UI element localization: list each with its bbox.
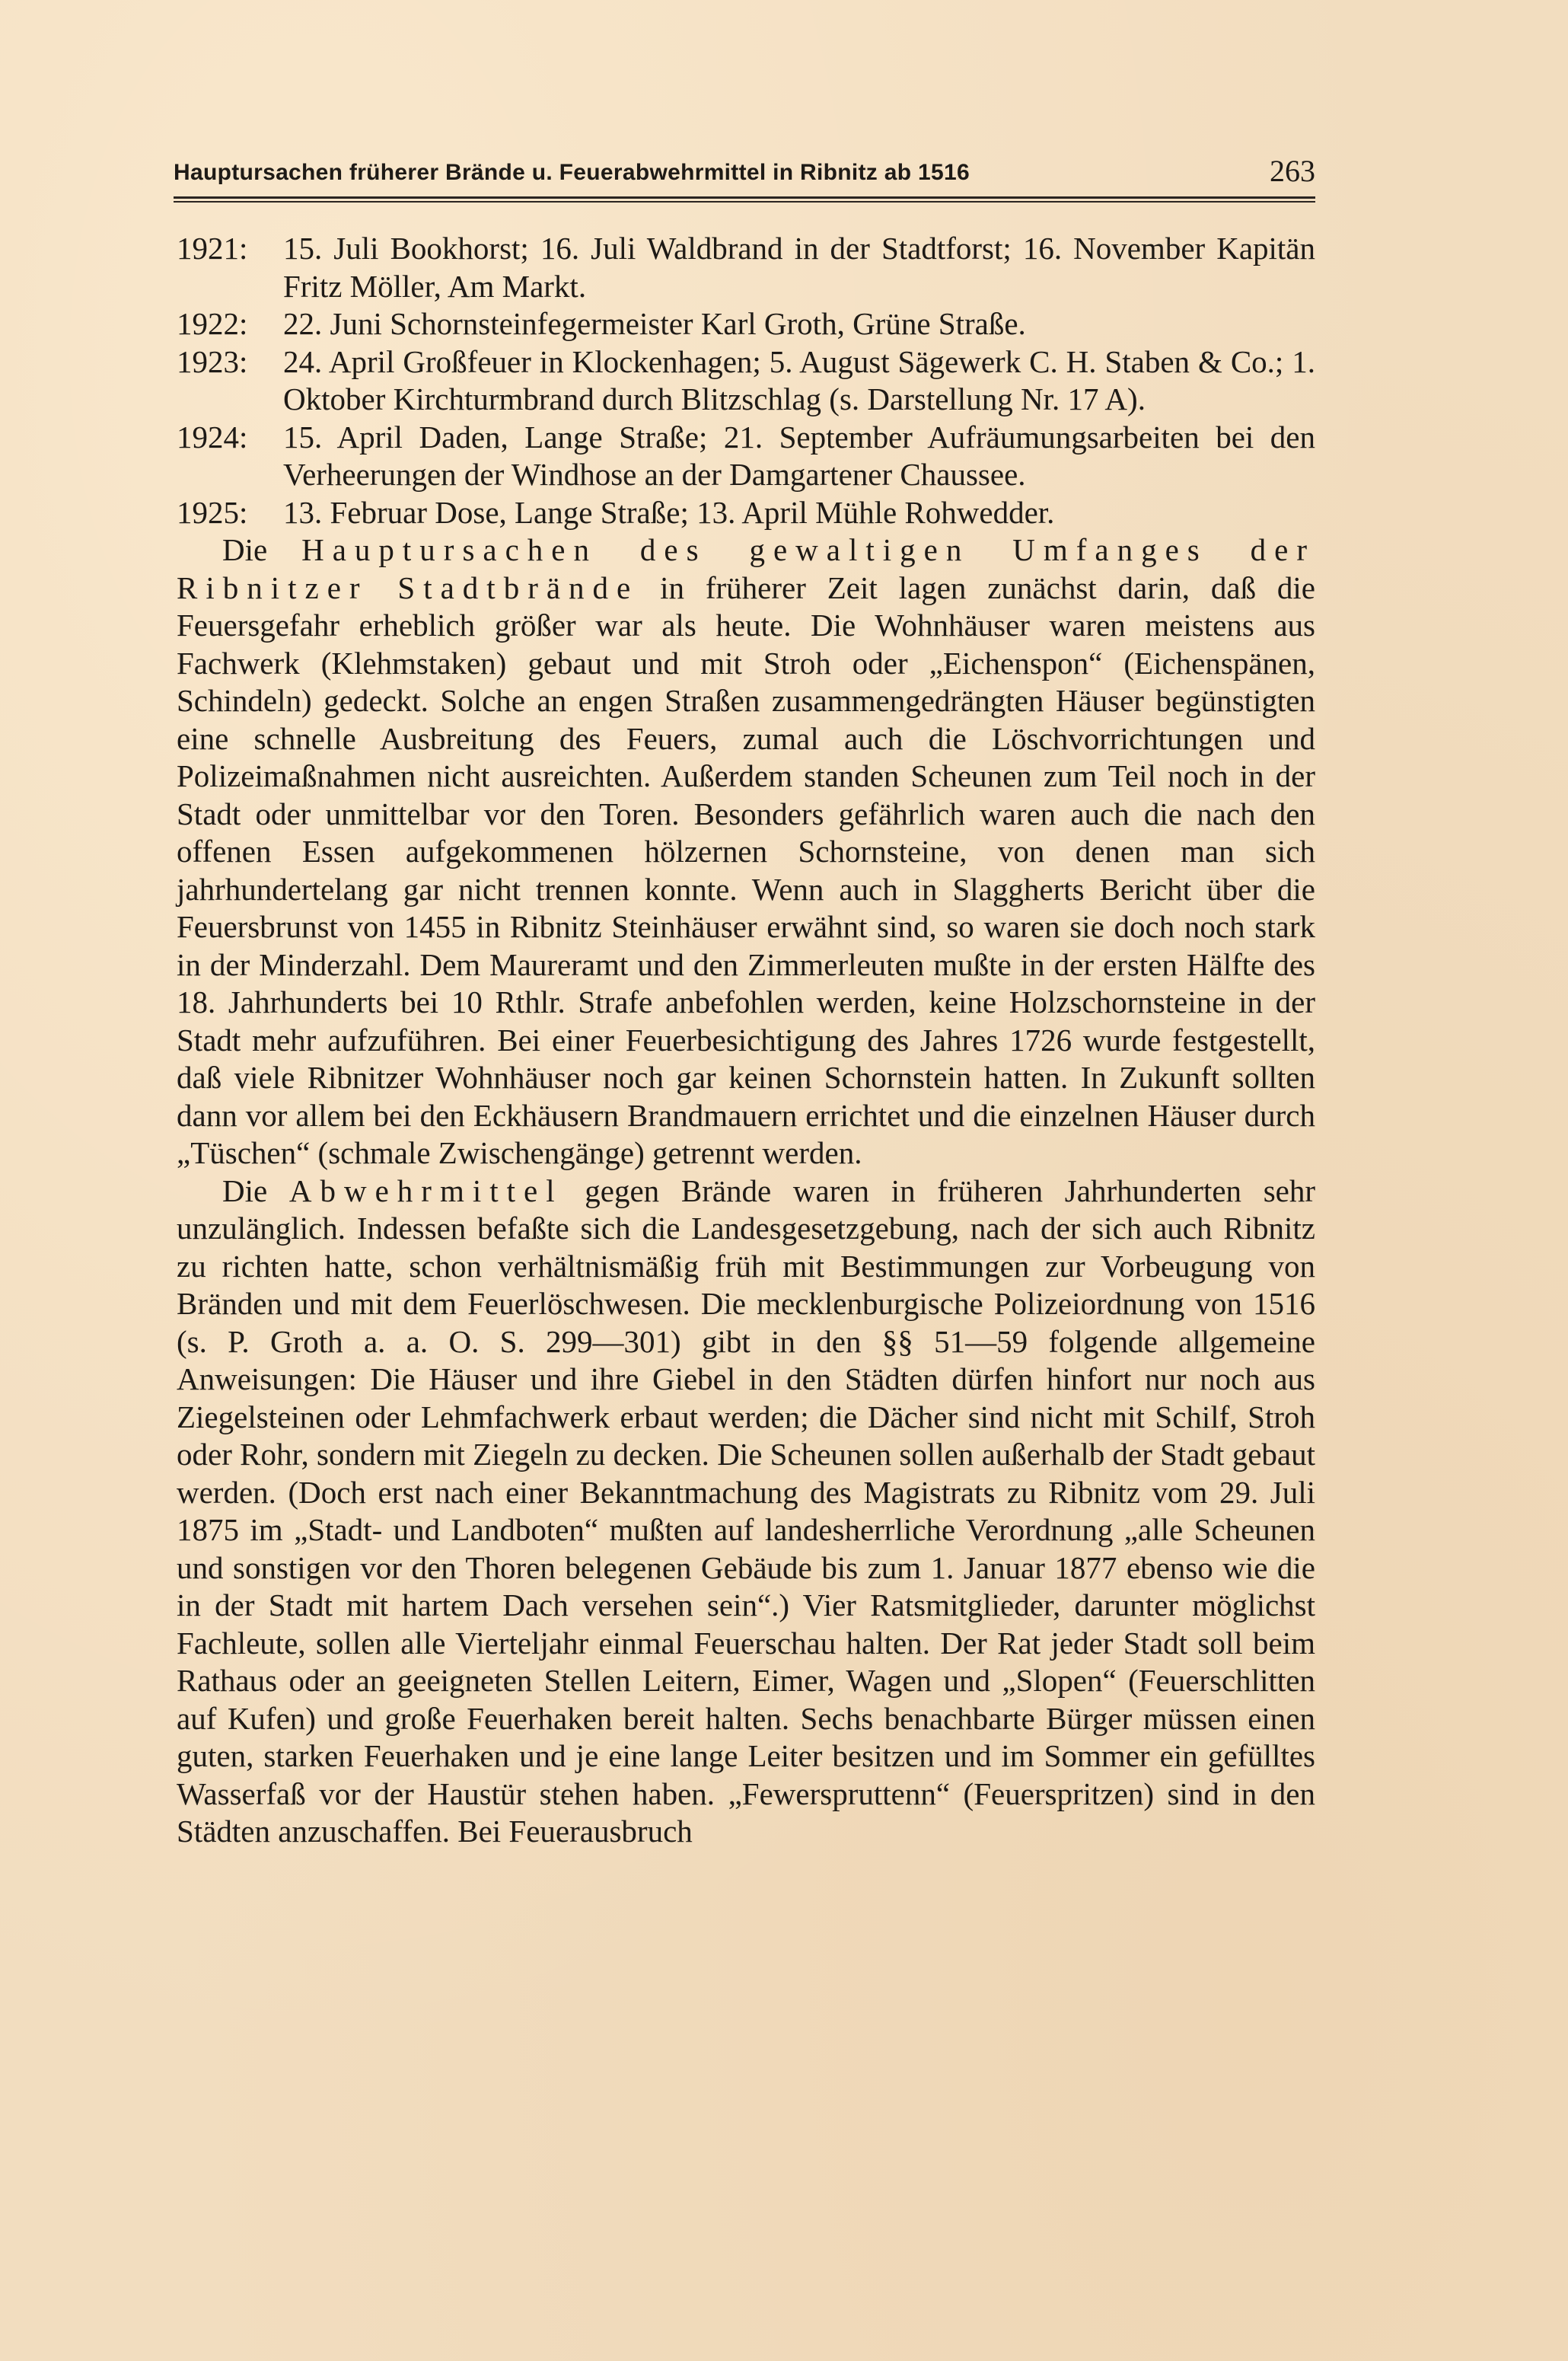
spaced-emphasis: Hauptursachen des gewaltigen Umfanges der Ribnitzer Stadtbrände bbox=[177, 532, 1315, 605]
paragraph-defenses bbox=[177, 1173, 1315, 1851]
fire-list-entry bbox=[177, 419, 1315, 494]
paragraph-lead: Die bbox=[222, 532, 268, 567]
fire-list-entry bbox=[177, 230, 1315, 305]
entry-year: 1921: bbox=[177, 231, 248, 266]
paragraph-causes bbox=[177, 531, 1315, 1173]
fire-list-entry bbox=[177, 343, 1315, 419]
entry-year: 1922: bbox=[177, 306, 248, 341]
running-header bbox=[174, 149, 1315, 195]
paragraph-text: in früherer Zeit lagen zunächst darin, daß die Feuersgefahr erheblich größer war als heute. Die Wohnhäuser waren meistens aus Fachwerk (Klehmstaken) gebaut und mit Stroh oder „Eichenspon“ (Eichenspänen, Schindeln) gedeckt. Solche an engen Straßen zusammengedrängten Häuser begünstigten eine schnelle Ausbreitung des Feuers, zumal auch die Löschvorrichtungen und Polizeimaßnahmen nicht ausreichten. Außerdem standen Scheunen zum Teil noch in der Stadt oder unmittelbar vor den Toren. Besonders gefährlich waren auch die nach den offenen Essen aufgekommenen hölzernen Schornsteine, von denen man sich jahrhundertelang gar nicht trennen konnte. Wenn auch in Slaggherts Bericht über die Feuersbrunst von 1455 in Ribnitz Steinhäuser erwähnt sind, so waren sie doch noch stark in der Minderzahl. Dem Maureramt und den Zimmerleuten mußte in der ersten Hälfte des 18. Jahrhunderts bei 10 Rthlr. Strafe anbefohlen werden, keine Holzschornsteine in der Stadt mehr aufzuführen. Bei einer Feuerbesichtigung des Jahres 1726 wurde festgestellt, daß viele Ribnitzer Wohnhäuser noch gar keinen Schornstein hatten. In Zukunft sollten dann vor allem bei den Eckhäusern Brandmauern errichtet und die einzelnen Häuser durch „Tüschen“ (schmale Zwischengänge) getrennt werden. bbox=[177, 570, 1316, 1170]
page-body bbox=[177, 230, 1315, 1851]
spaced-emphasis: Abwehrmittel bbox=[288, 1173, 563, 1208]
fire-list-entry bbox=[177, 494, 1315, 532]
page-number: 263 bbox=[1270, 154, 1315, 188]
running-title: Hauptursachen früherer Brände u. Feuerabwehrmittel in Ribnitz ab 1516 bbox=[174, 160, 970, 185]
entry-text: 15. April Daden, Lange Straße; 21. September Aufräumungsarbeiten bei den Verheerungen der Windhose an der Damgartener Chaussee. bbox=[283, 419, 1315, 492]
entry-text: 24. April Großfeuer in Klockenhagen; 5. August Sägewerk C. H. Staben & Co.; 1. Oktober Kirchturmbrand durch Blitzschlag (s. Darstellung Nr. 17 A). bbox=[283, 343, 1315, 416]
entry-year: 1924: bbox=[177, 419, 248, 455]
paragraph-lead: Die bbox=[222, 1173, 268, 1208]
entry-text: 15. Juli Bookhorst; 16. Juli Waldbrand in der Stadtforst; 16. November Kapitän Fritz Möller, Am Markt. bbox=[283, 231, 1315, 304]
header-rule bbox=[174, 196, 1315, 199]
entry-text: 13. Februar Dose, Lange Straße; 13. April Mühle Rohwedder. bbox=[283, 494, 1055, 530]
entry-year: 1923: bbox=[177, 343, 248, 379]
entry-year: 1925: bbox=[177, 494, 248, 530]
fire-list-entry bbox=[177, 305, 1315, 343]
entry-text: 22. Juni Schornsteinfegermeister Karl Groth, Grüne Straße. bbox=[283, 306, 1026, 341]
paragraph-text: gegen Brände waren in früheren Jahrhunderten sehr unzulänglich. Indessen befaßte sich die Landesgesetzgebung, nach der sich auch Ribnitz zu richten hatte, schon verhältnismäßig früh mit Bestimmungen zur Vorbeugung von Bränden und mit dem Feuerlöschwesen. Die mecklenburgische Polizeiordnung von 1516 (s. P. Groth a. a. O. S. 299—301) gibt in den §§ 51—59 folgende allgemeine Anweisungen: Die Häuser und ihre Giebel in den Städten dürfen hinfort nur noch aus Ziegelsteinen oder Lehmfachwerk erbaut werden; die Dächer sind nicht mit Schilf, Stroh oder Rohr, sondern mit Ziegeln zu decken. Die Scheunen sollen außerhalb der Stadt gebaut werden. (Doch erst nach einer Bekanntmachung des Magistrats zu Ribnitz vom 29. Juli 1875 im „Stadt- und Landboten“ mußten auf landesherrliche Verordnung „alle Scheunen und sonstigen vor den Thoren belegenen Gebäude bis zum 1. Januar 1877 ebenso wie die in der Stadt mit hartem Dach versehen sein“.) Vier Ratsmitglieder, darunter möglichst Fachleute, sollen alle Vierteljahr einmal Feuerschau halten. Der Rat jeder Stadt soll beim Rathaus oder an geeigneten Stellen Leitern, Eimer, Wagen und „Slopen“ (Feuerschlitten auf Kufen) und große Feuerhaken bereit halten. Sechs benachbarte Bürger müssen einen guten, starken Feuerhaken und je eine lange Leiter besitzen und im Sommer ein gefülltes Wasserfaß vor der Haustür stehen haben. „Fewerspruttenn“ (Feuerspritzen) sind in den Städten anzuschaffen. Bei Feuerausbruch bbox=[177, 1173, 1316, 1849]
header-rule-thin bbox=[174, 201, 1315, 203]
